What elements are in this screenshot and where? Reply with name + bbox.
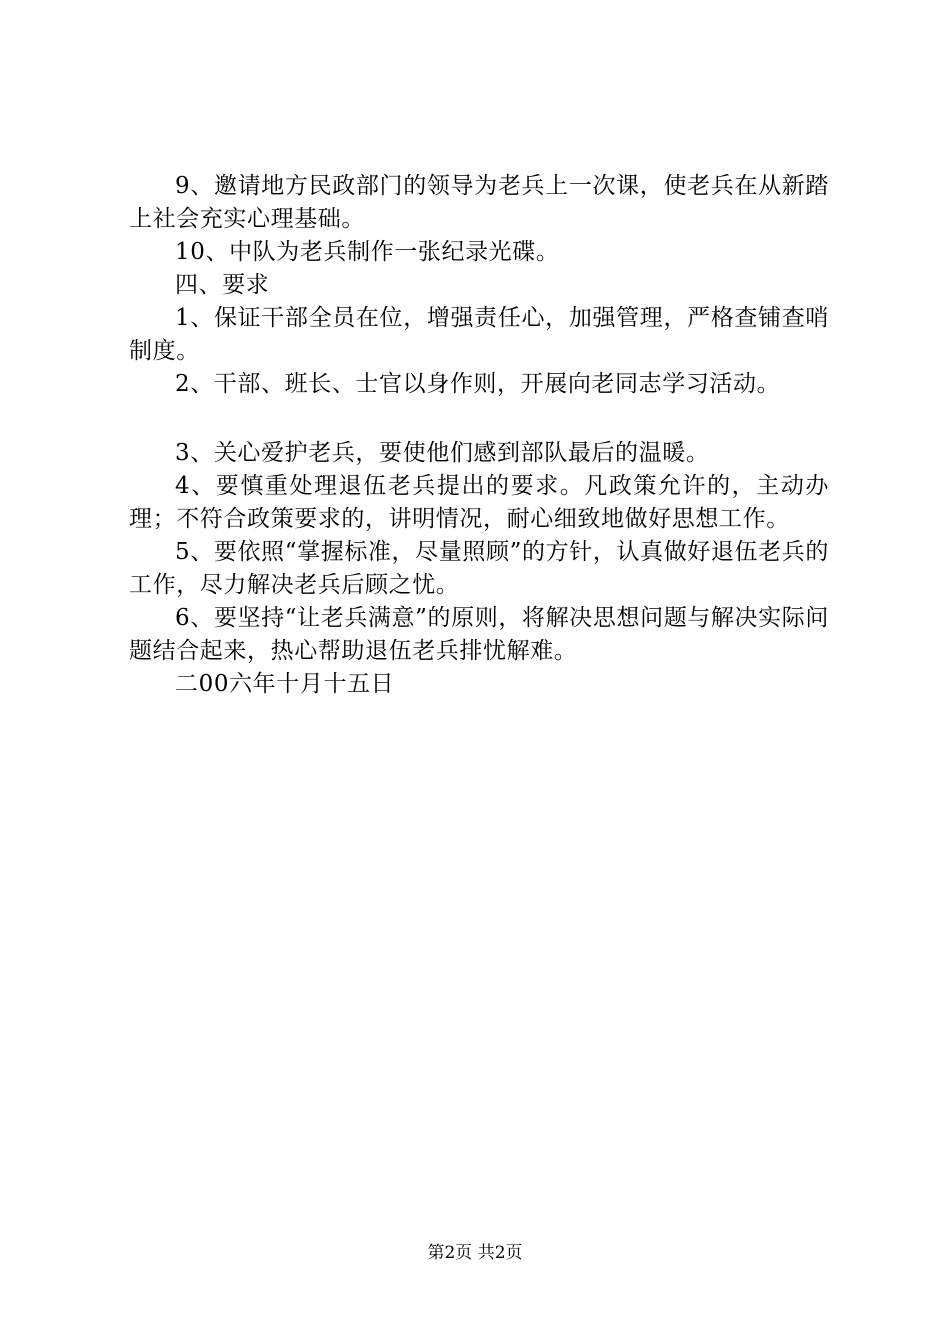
document-date: 二00六年十月十五日 (175, 671, 395, 697)
paragraph-item-10: 10、中队为老兵制作一张纪录光碟。 (175, 239, 560, 265)
page-footer: 第2页 共2页 (427, 1243, 523, 1263)
requirement-3: 3、关心爱护老兵，要使他们感到部队最后的温暖。 (175, 440, 710, 466)
requirement-5: 5、要依照“掌握标准，尽量照顾”的方针，认真做好退伍老兵的工作，尽力解决老兵后顾之忧。 (129, 539, 829, 598)
paragraph-item-9: 9、邀请地方民政部门的领导为老兵上一次课，使老兵在从新踏上社会充实心理基础。 (129, 173, 829, 232)
requirement-4: 4、要慎重处理退伍老兵提出的要求。凡政策允许的，主动办理；不符合政策要求的，讲明情况，耐心细致地做好思想工作。 (129, 473, 829, 532)
document-body (129, 170, 829, 701)
requirement-1: 1、保证干部全员在位，增强责任心，加强管理，严格查铺查哨制度。 (129, 305, 829, 364)
paragraph-spacer (129, 401, 829, 437)
requirement-2: 2、干部、班长、士官以身作则，开展向老同志学习活动。 (175, 371, 781, 397)
section-heading-requirements: 四、要求 (175, 272, 270, 298)
requirement-6: 6、要坚持“让老兵满意”的原则，将解决思想问题与解决实际问题结合起来，热心帮助退伍老兵排忧解难。 (129, 605, 829, 664)
